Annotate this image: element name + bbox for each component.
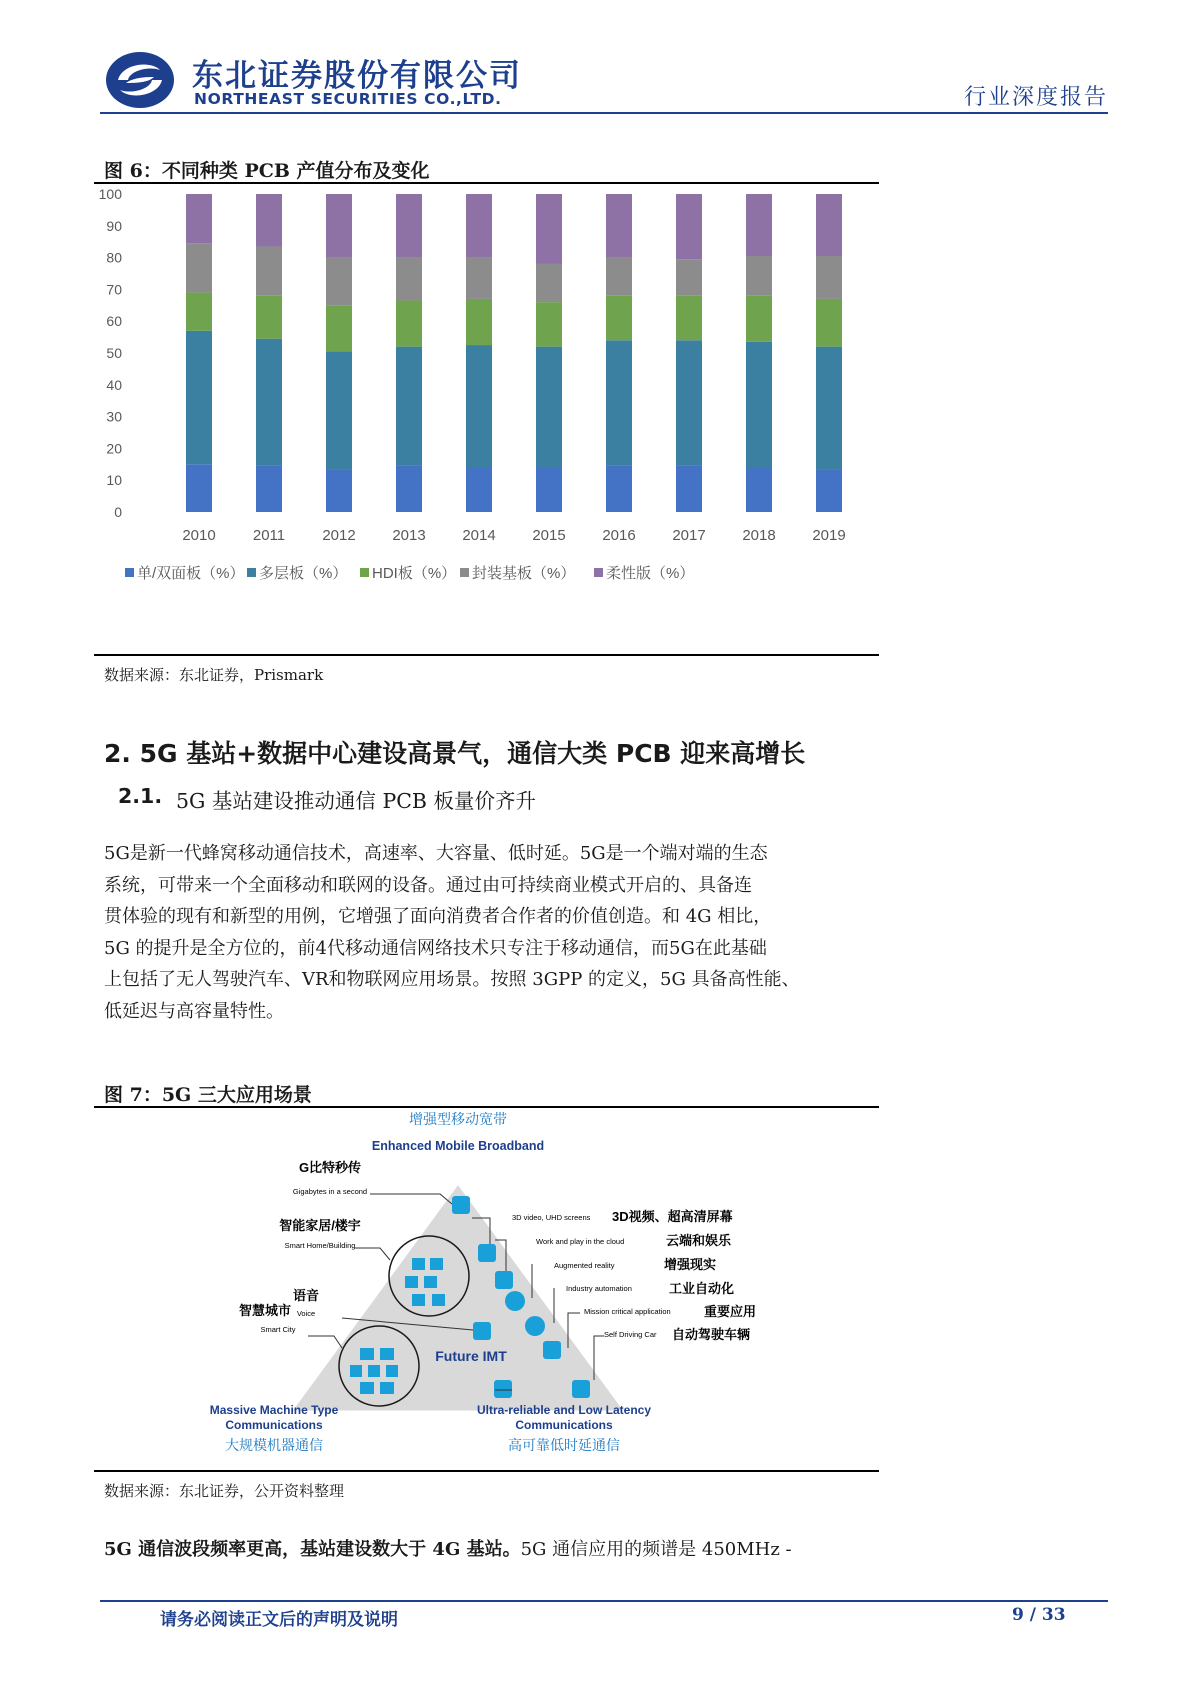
body-paragraph-2	[104, 1535, 792, 1561]
paragraph-line: 5G 的提升是全方位的，前4代移动通信网络技术只专注于移动通信，而5G在此基础	[104, 937, 767, 959]
smart-city-icon	[380, 1382, 394, 1394]
gigabyte-icon	[452, 1196, 470, 1214]
bar-segment	[466, 194, 492, 258]
footer-divider	[100, 1600, 1108, 1602]
mission-critical-icon	[543, 1341, 561, 1359]
bar-segment	[816, 194, 842, 256]
bar-segment	[256, 339, 282, 466]
smart-city-icon	[368, 1365, 380, 1377]
cloud-label-en: Work and play in the cloud	[536, 1237, 625, 1246]
bar-segment	[466, 345, 492, 467]
paragraph-2-rest: 5G 通信应用的频谱是 450MHz -	[520, 1539, 792, 1560]
bar-segment	[326, 305, 352, 351]
3d-video-label-en: 3D video, UHD screens	[512, 1213, 591, 1222]
bar-segment	[676, 296, 702, 341]
bar-segment	[536, 194, 562, 264]
bar-segment	[816, 469, 842, 512]
y-tick-label: 100	[98, 186, 122, 202]
figure7-title: 图 7：5G 三大应用场景	[104, 1084, 312, 1106]
subsection-number: 2.1.	[118, 784, 163, 808]
y-tick-label: 30	[106, 408, 122, 425]
bar-segment	[396, 194, 422, 258]
legend-swatch	[360, 568, 369, 577]
report-type: 行业深度报告	[963, 85, 1108, 110]
figure7-bottom-rule	[94, 1470, 879, 1472]
bar-segment	[606, 466, 632, 512]
bar-segment	[186, 293, 212, 331]
x-tick-label: 2011	[252, 527, 286, 544]
bar-segment	[536, 264, 562, 302]
y-tick-label: 40	[106, 376, 122, 393]
legend-label: 封装基板（%）	[472, 565, 576, 582]
urllc-label-en-1: Ultra-reliable and Low Latency	[476, 1403, 652, 1417]
legend-label: 多层板（%）	[259, 565, 348, 582]
smart-home-icon	[424, 1276, 437, 1288]
paragraph-2-lead: 5G 通信波段频率更高，基站建设数大于 4G 基站。	[104, 1539, 521, 1560]
y-tick-label: 70	[106, 281, 122, 298]
bar-segment	[676, 259, 702, 296]
bar-segment	[326, 469, 352, 512]
figure7-diagram	[94, 1108, 879, 1468]
bar-segment	[396, 466, 422, 512]
bar-segment	[816, 256, 842, 299]
x-tick-label: 2013	[392, 527, 426, 544]
bar-segment	[606, 296, 632, 341]
bar-segment	[466, 467, 492, 512]
self-driving-icon	[572, 1380, 590, 1398]
voice-label-cn: 语音	[292, 1288, 320, 1303]
y-tick-label: 60	[106, 313, 122, 330]
y-tick-label: 90	[106, 217, 122, 234]
bar-segment	[606, 258, 632, 296]
x-tick-label: 2012	[322, 527, 356, 544]
x-tick-label: 2014	[462, 527, 496, 544]
company-name-en: NORTHEAST SECURITIES CO.,LTD.	[194, 90, 502, 108]
automation-label-cn: 工业自动化	[669, 1281, 735, 1296]
bar-segment	[256, 194, 282, 246]
bar-segment	[396, 301, 422, 347]
mmtc-label-en-1: Massive Machine Type	[209, 1403, 339, 1417]
embb-label-cn: 增强型移动宽带	[409, 1111, 507, 1127]
smart-city-label-en: Smart City	[260, 1325, 296, 1334]
3d-video-label-cn: 3D视频、超高清屏幕	[612, 1209, 733, 1224]
ar-label-cn: 增强现实	[664, 1257, 717, 1272]
y-tick-label: 80	[106, 249, 122, 266]
self-driving-label-en: Self Driving Car	[604, 1330, 657, 1339]
urllc-label-cn: 高可靠低时延通信	[508, 1437, 620, 1453]
smart-city-icon	[386, 1365, 398, 1377]
x-tick-label: 2015	[532, 527, 566, 544]
cloud-icon	[495, 1271, 513, 1289]
figure6-title: 图 6：不同种类 PCB 产值分布及变化	[104, 160, 430, 182]
bar-segment	[746, 194, 772, 256]
bar-segment	[606, 340, 632, 466]
bar-segment	[746, 296, 772, 342]
smart-home-label-en: Smart Home/Building	[284, 1241, 356, 1250]
mmtc-label-en-2: Communications	[225, 1418, 323, 1432]
embb-label-en: Enhanced Mobile Broadband	[371, 1139, 545, 1153]
page-number: 9 / 33	[1012, 1605, 1066, 1625]
bar-segment	[396, 258, 422, 301]
bar-segment	[186, 464, 212, 512]
smart-city-icon	[360, 1348, 374, 1360]
legend-swatch	[125, 568, 134, 577]
bar-segment	[186, 194, 212, 243]
urllc-label-en-2: Communications	[515, 1418, 613, 1432]
ar-label-en: Augmented reality	[554, 1261, 615, 1270]
legend-label: HDI板（%）	[372, 565, 457, 582]
bar-segment	[326, 258, 352, 306]
figure6-bottom-rule	[94, 654, 879, 656]
company-logo	[104, 50, 176, 110]
figure6-source: 数据来源：东北证券，Prismark	[104, 666, 324, 684]
bar-segment	[536, 347, 562, 468]
bar-segment	[536, 302, 562, 347]
header-divider	[100, 112, 1108, 114]
mission-label-en: Mission critical application	[584, 1307, 671, 1316]
bar-segment	[466, 299, 492, 345]
mission-label-cn: 重要应用	[704, 1304, 757, 1319]
bar-segment	[676, 194, 702, 259]
bar-segment	[466, 258, 492, 299]
smart-home-icon	[412, 1258, 425, 1270]
bar-segment	[746, 467, 772, 512]
smart-city-icon	[360, 1382, 374, 1394]
footer-disclaimer: 请务必阅读正文后的声明及说明	[160, 1610, 398, 1630]
bar-segment	[746, 256, 772, 296]
bar-segment	[186, 331, 212, 465]
bar-segment	[256, 296, 282, 339]
voice-label-en: Voice	[296, 1309, 316, 1318]
smart-city-icon	[380, 1348, 394, 1360]
company-name-cn: 东北证券股份有限公司	[192, 58, 522, 94]
drone-icon	[494, 1380, 512, 1398]
smart-home-icon	[412, 1294, 425, 1306]
y-tick-label: 20	[106, 440, 122, 457]
legend-label: 柔性版（%）	[606, 565, 695, 582]
mmtc-label-cn: 大规模机器通信	[225, 1437, 323, 1453]
x-tick-label: 2016	[602, 527, 636, 544]
x-tick-label: 2018	[742, 527, 776, 544]
bar-segment	[816, 299, 842, 347]
bar-segment	[606, 194, 632, 258]
bar-segment	[676, 466, 702, 512]
legend-swatch	[460, 568, 469, 577]
x-tick-label: 2019	[812, 527, 846, 544]
smart-home-icon	[405, 1276, 418, 1288]
y-tick-label: 50	[106, 345, 122, 361]
body-paragraph	[104, 838, 879, 1027]
self-driving-label-cn: 自动驾驶车辆	[672, 1327, 751, 1342]
x-tick-label: 2010	[182, 527, 216, 544]
figure7-source: 数据来源：东北证券，公开资料整理	[104, 1482, 345, 1500]
gigabit-label-en: Gigabytes in a second	[292, 1187, 368, 1196]
ar-icon	[505, 1291, 525, 1311]
bar-segment	[676, 340, 702, 466]
section-heading: 2. 5G 基站+数据中心建设高景气，通信大类 PCB 迎来高增长	[104, 739, 806, 768]
figure6-chart	[94, 184, 879, 654]
video-screen-icon	[478, 1244, 496, 1262]
subsection-title: 5G 基站建设推动通信 PCB 板量价齐升	[176, 789, 537, 813]
cloud-label-cn: 云端和娱乐	[666, 1233, 732, 1248]
smart-city-label-cn: 智慧城市	[238, 1303, 292, 1318]
smart-home-icon	[432, 1294, 445, 1306]
automation-label-en: Industry automation	[566, 1284, 632, 1293]
y-tick-label: 10	[106, 472, 122, 489]
smart-home-icon	[430, 1258, 443, 1270]
bar-segment	[326, 194, 352, 258]
legend-label: 单/双面板（%）	[137, 565, 245, 582]
paragraph-line: 上包括了无人驾驶汽车、VR和物联网应用场景。按照 3GPP 的定义，5G 具备高性能、	[104, 969, 800, 990]
bar-segment	[186, 243, 212, 292]
paragraph-line: 低延迟与高容量特性。	[104, 1000, 284, 1022]
bar-segment	[816, 347, 842, 469]
voice-icon	[473, 1322, 491, 1340]
x-tick-label: 2017	[672, 527, 706, 544]
bar-segment	[256, 466, 282, 512]
legend-swatch	[247, 568, 256, 577]
paragraph-line: 贯体验的现有和新型的用例，它增强了面向消费者合作者的价值创造。和 4G 相比，	[104, 906, 772, 927]
smart-city-icon	[350, 1365, 362, 1377]
future-imt-label: Future IMT	[435, 1348, 507, 1364]
bar-segment	[536, 467, 562, 512]
paragraph-line: 系统，可带来一个全面移动和联网的设备。通过由可持续商业模式开启的、具备连	[104, 874, 752, 896]
y-tick-label: 0	[114, 504, 122, 520]
smart-home-label-cn: 智能家居/楼宇	[279, 1218, 361, 1233]
gigabit-label-cn: G比特秒传	[298, 1160, 362, 1175]
bar-segment	[746, 342, 772, 468]
paragraph-line: 5G是新一代蜂窝移动通信技术，高速率、大容量、低时延。5G是一个端对端的生态	[104, 843, 768, 864]
legend-swatch	[594, 568, 603, 577]
bar-segment	[396, 347, 422, 466]
bar-segment	[326, 351, 352, 469]
automation-icon	[525, 1316, 545, 1336]
bar-segment	[256, 246, 282, 295]
